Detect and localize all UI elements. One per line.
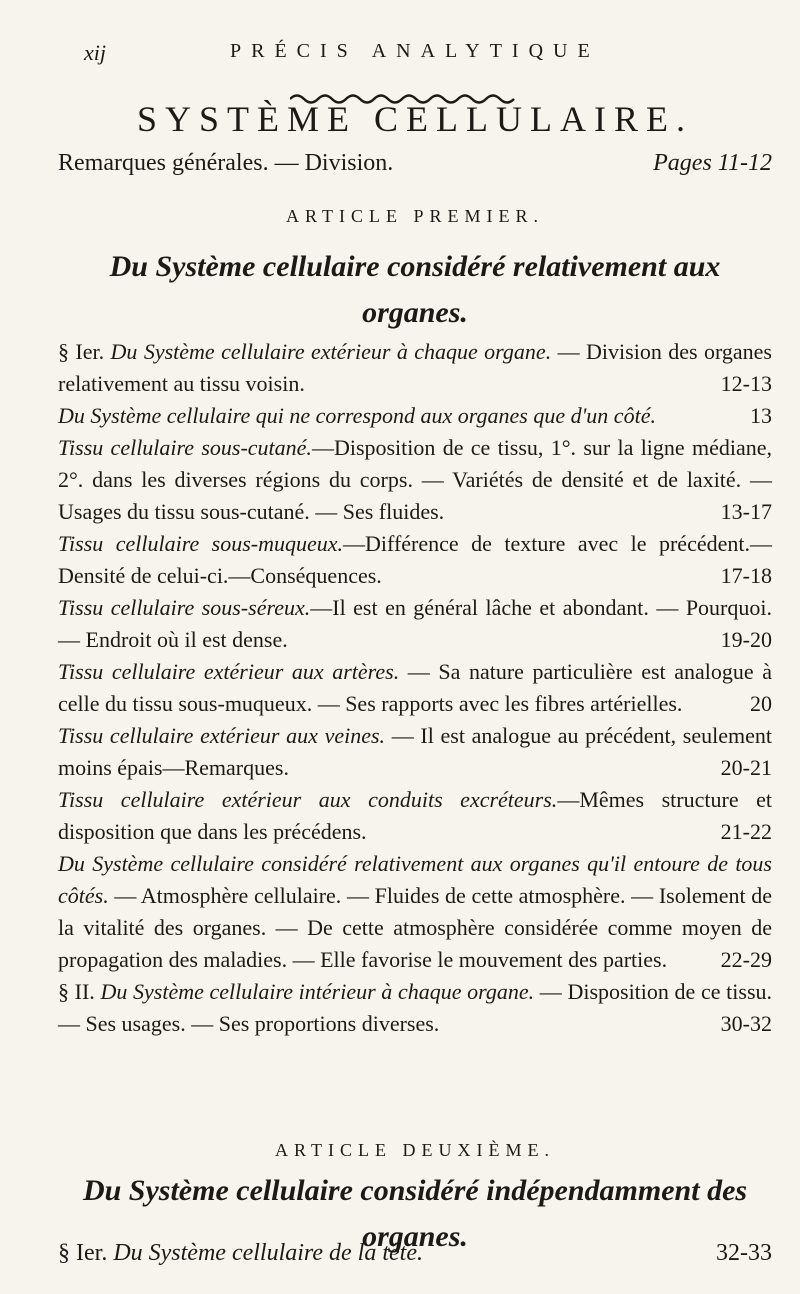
entry-pages: 12-13 — [720, 371, 772, 396]
entry-pages: 13 — [750, 403, 772, 428]
entry-text: — Disposition de ce tissu. — Ses usages. — Ses proportions diverses. — [58, 979, 772, 1036]
entry-pages: 30-32 — [720, 1011, 772, 1036]
entry-head: § Ier. — [58, 1240, 114, 1266]
entry-pages: 17-18 — [720, 563, 772, 588]
entry — [58, 848, 772, 976]
entry-italic: Du Système cellulaire de la tête. — [113, 1240, 423, 1266]
running-head: PRÉCIS ANALYTIQUE — [230, 40, 600, 62]
entry-text: — Atmosphère cellulaire. — Fluides de cette atmosphère. — Isolement de la vitalité des organes. — De cette atmosphère considérée comme moyen de propagation des maladies. — Elle favorise le mouvement des parties. — [58, 883, 772, 972]
entry-italic: Tissu cellulaire sous-cutané. — [58, 435, 312, 460]
entry-text: —Il est en général lâche et abondant. — Pourquoi. — Endroit où il est dense. — [58, 595, 772, 652]
article-1-title: Du Système cellulaire considéré relativement aux organes. — [109, 250, 721, 329]
entry-italic: Tissu cellulaire extérieur aux artères. — [58, 659, 400, 684]
page-header — [58, 40, 772, 80]
article-2-title: Du Système cellulaire considéré indépendamment des organes. — [82, 1174, 748, 1253]
entry — [58, 720, 772, 784]
entry-italic: Du Système cellulaire qui ne correspond aux organes que d'un côté. — [58, 403, 656, 428]
article-1-heading: ARTICLE PREMIER. — [286, 206, 544, 226]
entry-pages: 20 — [750, 691, 772, 716]
subhead — [58, 150, 772, 177]
entry-list — [58, 336, 772, 1040]
entry — [58, 336, 772, 400]
entry — [58, 976, 772, 1040]
entry-head: § Ier. — [58, 339, 111, 364]
entry-text: — Il est analogue au précédent, seulement moins épais—Remarques. — [58, 723, 772, 780]
section-title: SYSTÈME CELLULAIRE. — [137, 99, 693, 139]
entry-italic: Du Système cellulaire extérieur à chaque organe. — [110, 339, 552, 364]
entry-italic: Tissu cellulaire sous-séreux. — [58, 595, 311, 620]
entry-italic: Du Système cellulaire intérieur à chaque organe. — [100, 979, 535, 1004]
entry — [58, 656, 772, 720]
entry-italic: Tissu cellulaire extérieur aux veines. — [58, 723, 386, 748]
entry-text: —Mêmes structure et disposition que dans les précédens. — [58, 787, 773, 844]
entry-italic: Du Système cellulaire considéré relativement aux organes qu'il entoure de tous côtés. — [58, 851, 772, 908]
entry-text: — Sa nature particulière est analogue à celle du tissu sous-muqueux. — Ses rapports avec les fibres artérielles. — [58, 659, 772, 716]
article-2-heading: ARTICLE DEUXIÈME. — [275, 1140, 555, 1160]
entry — [58, 592, 772, 656]
entry-text: —Disposition de ce tissu, 1°. sur la ligne médiane, 2°. dans les diverses régions du corps. — Variétés de densité et de laxité. — Usages du tissu sous-cutané. — Ses fluides. — [58, 435, 772, 524]
entry-text: —Différence de texture avec le précédent.—Densité de celui-ci.—Conséquences. — [58, 531, 772, 588]
entry-italic: Tissu cellulaire extérieur aux conduits excréteurs. — [58, 787, 558, 812]
entry-text: — Division des organes relativement au tissu voisin. — [58, 339, 772, 396]
entry — [58, 784, 772, 848]
subhead-text: Remarques générales. — Division. — [58, 150, 394, 176]
entry-italic: Tissu cellulaire sous-muqueux. — [58, 531, 344, 556]
entry-pages: 22-29 — [720, 947, 772, 972]
entry-pages: 21-22 — [720, 819, 772, 844]
last-entry — [58, 1240, 772, 1267]
entry-pages: 19-20 — [720, 627, 772, 652]
entry-pages: 32-33 — [716, 1240, 772, 1266]
page-number: xij — [84, 40, 106, 65]
entry-pages: 13-17 — [720, 499, 772, 524]
entry — [58, 528, 772, 592]
subhead-pages: Pages 11-12 — [653, 150, 772, 176]
entry-pages: 20-21 — [720, 755, 772, 780]
entry-head: § II. — [58, 979, 101, 1004]
entry — [58, 400, 772, 432]
entry — [58, 432, 772, 528]
